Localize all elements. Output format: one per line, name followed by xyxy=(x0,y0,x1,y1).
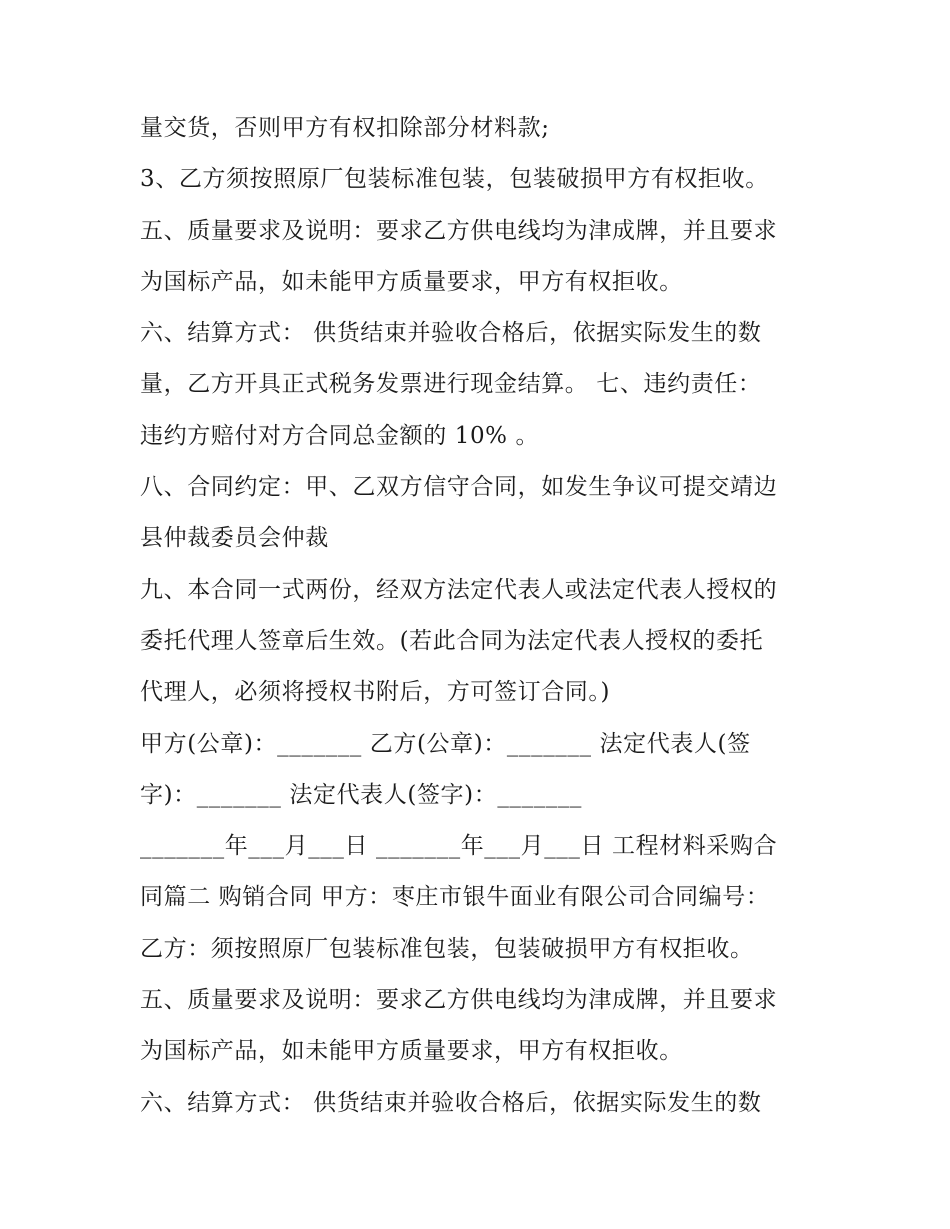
text-line-4: 为国标产品，如未能甲方质量要求，甲方有权拒收。 xyxy=(140,268,683,295)
text-line-20: 六、结算方式： 供货结束并验收合格后，依据实际发生的数 xyxy=(140,1089,762,1116)
text-line-6: 量，乙方开具正式税务发票进行现金结算。 七、违约责任： xyxy=(140,371,762,398)
text-line-16: 同篇二 购销合同 甲方：枣庄市银牛面业有限公司合同编号： xyxy=(140,884,770,911)
text-line-2: 3、乙方须按照原厂包装标准包装，包装破损甲方有权拒收。 xyxy=(140,166,769,193)
text-line-12: 代理人，必须将授权书附后，方可签订合同。) xyxy=(140,679,611,706)
text-line-9: 县仲裁委员会仲裁 xyxy=(140,525,329,552)
text-line-19: 为国标产品，如未能甲方质量要求，甲方有权拒收。 xyxy=(140,1038,683,1065)
text-line-15: _______年___月___日 _______年___月___日 工程材料采购合 xyxy=(140,833,778,860)
text-line-8: 八、合同约定：甲、乙双方信守合同，如发生争议可提交靖边 xyxy=(140,474,778,501)
text-line-7: 违约方赔付对方合同总金额的 10% 。 xyxy=(140,422,540,449)
text-line-17: 乙方：须按照原厂包装标准包装，包装破损甲方有权拒收。 xyxy=(140,935,754,962)
text-line-11: 委托代理人签章后生效。(若此合同为法定代表人授权的委托 xyxy=(140,627,764,654)
text-line-10: 九、本合同一式两份，经双方法定代表人或法定代表人授权的 xyxy=(140,576,778,603)
text-line-1: 量交货，否则甲方有权扣除部分材料款; xyxy=(140,115,550,141)
text-line-3: 五、质量要求及说明：要求乙方供电线均为津成牌，并且要求 xyxy=(140,217,778,244)
contract-body-text xyxy=(140,103,840,1129)
text-line-14: 字)：_______ 法定代表人(签字)：_______ xyxy=(140,781,583,808)
text-line-5: 六、结算方式： 供货结束并验收合格后，依据实际发生的数 xyxy=(140,320,762,347)
text-line-18: 五、质量要求及说明：要求乙方供电线均为津成牌，并且要求 xyxy=(140,987,778,1014)
text-line-13: 甲方(公章)：_______ 乙方(公章)：_______ 法定代表人(签 xyxy=(140,730,751,757)
